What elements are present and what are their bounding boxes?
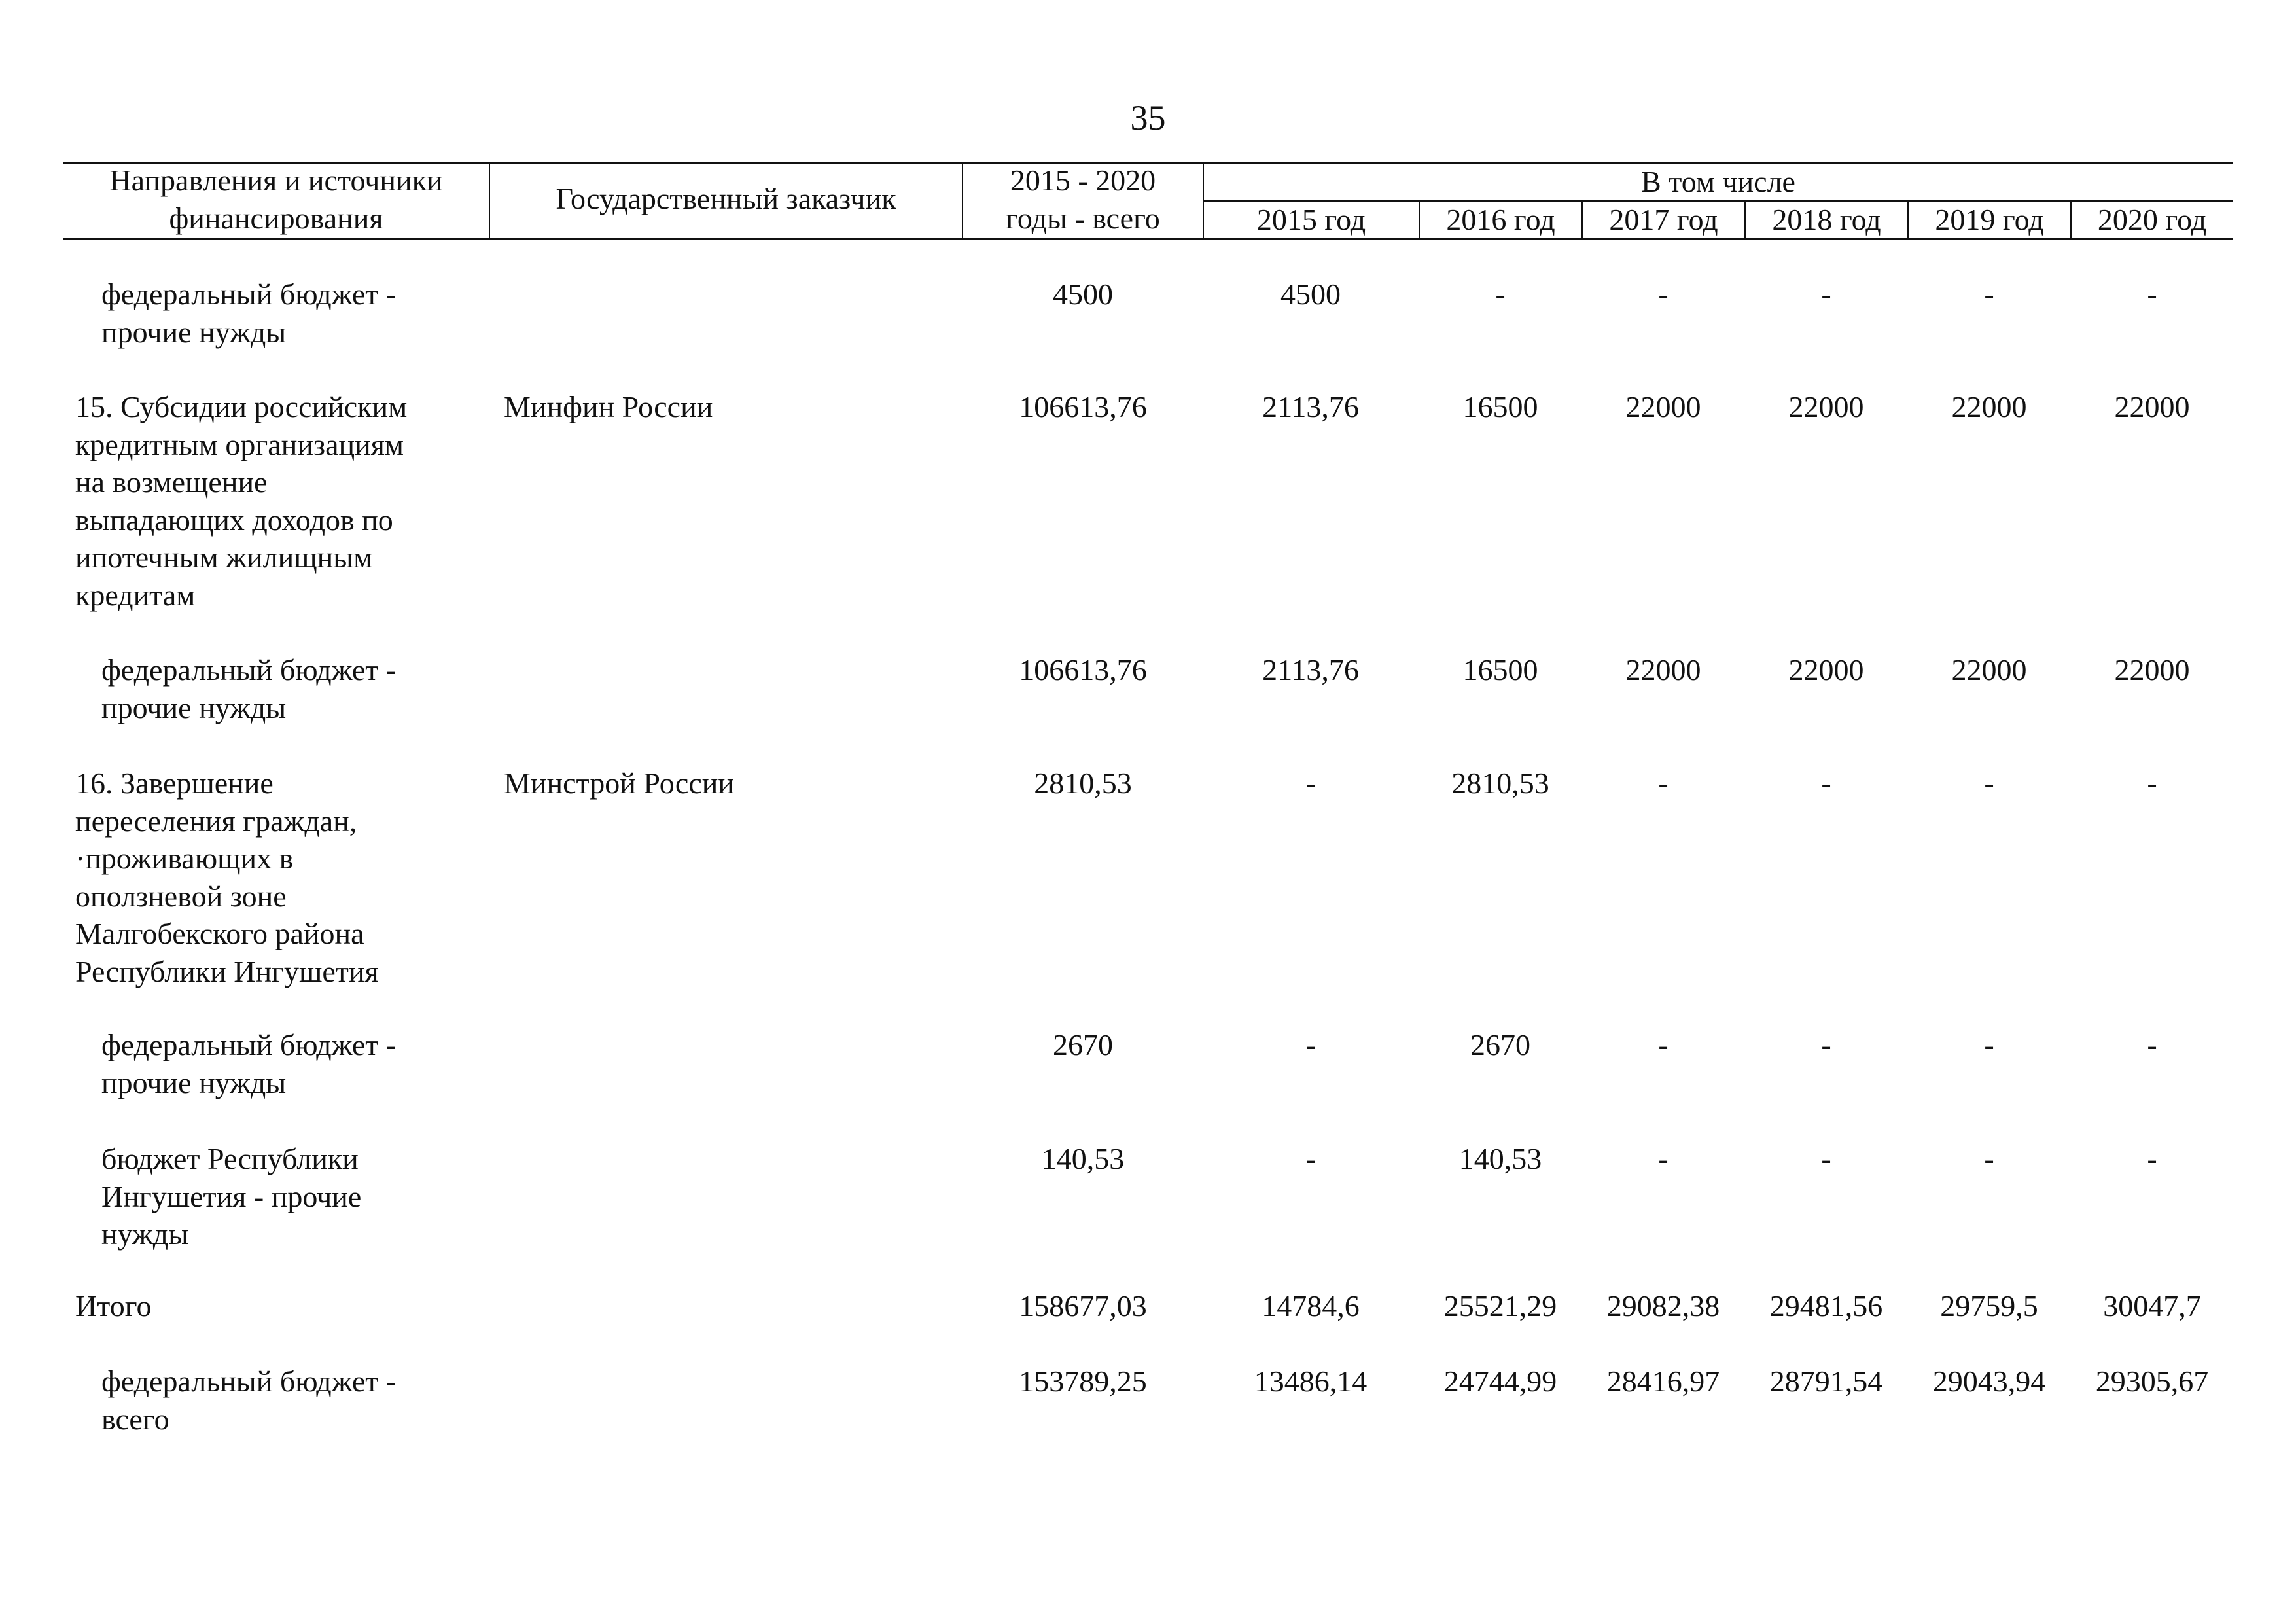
header-year-2017: 2017 год [1609, 203, 1718, 236]
row-total-value: 4500 [1053, 277, 1113, 311]
row-label-line: 15. Субсидии российским [75, 390, 408, 423]
row-label-line: прочие нужды [101, 1065, 287, 1099]
row-year-value: 24744,99 [1443, 1364, 1557, 1398]
row-total-value: 2810,53 [1034, 766, 1132, 800]
row-label-line: оползневой зоне [75, 879, 287, 913]
row-label-line: Ингушетия - прочие [101, 1179, 362, 1213]
row-year-value: - [1984, 1142, 1994, 1175]
row-year-value: 2670 [1470, 1028, 1530, 1061]
row-label-line: Республики Ингушетия [75, 954, 379, 988]
row-year-value: - [1495, 277, 1506, 311]
row-label-line: ипотечным жилищным [75, 541, 373, 574]
row-year-value: - [1984, 766, 1994, 800]
row-year-value: 14784,6 [1262, 1289, 1360, 1323]
row-year-value: 22000 [1951, 390, 2027, 423]
header-year-2020: 2020 год [2097, 203, 2207, 236]
row-year-value: - [1821, 277, 1831, 311]
row-year-value: - [2147, 1028, 2157, 1061]
row-year-value: - [2147, 766, 2157, 800]
header-total-line-2: годы - всего [1006, 202, 1160, 235]
row-year-value: 22000 [1625, 653, 1701, 687]
header-year-2018: 2018 год [1772, 203, 1881, 236]
row-year-value: 28416,97 [1606, 1364, 1720, 1398]
row-year-value: 29082,38 [1606, 1289, 1720, 1323]
row-year-value: 2113,76 [1262, 653, 1359, 687]
row-year-value: 25521,29 [1443, 1289, 1557, 1323]
row-year-value: - [1821, 1028, 1831, 1061]
row-year-value: - [1984, 277, 1994, 311]
row-label-line: федеральный бюджет - [101, 1028, 397, 1061]
row-year-value: - [1984, 1028, 1994, 1061]
row-year-value: - [1658, 1142, 1669, 1175]
row-year-value: - [2147, 1142, 2157, 1175]
row-total-value: 106613,76 [1019, 390, 1147, 423]
header-direction-line-2: финансирования [169, 202, 383, 235]
row-year-value: - [1305, 766, 1316, 800]
row-label-line: ·проживающих в [75, 842, 294, 875]
row-customer: Минстрой России [504, 766, 734, 800]
row-label-line: переселения граждан, [75, 804, 357, 838]
row-label-line: кредитам [75, 578, 196, 612]
row-label-line: федеральный бюджет - [101, 277, 397, 311]
row-label-line: кредитным организациям [75, 427, 404, 461]
page-number: 35 [1130, 98, 1166, 137]
row-label-line: всего [101, 1402, 169, 1436]
row-year-value: - [1658, 1028, 1669, 1061]
header-direction-line-1: Направления и источники [109, 164, 443, 197]
row-label-line: прочие нужды [101, 690, 287, 724]
row-label-line: Итого [75, 1289, 152, 1323]
row-year-value: - [1821, 766, 1831, 800]
row-year-value: - [1658, 277, 1669, 311]
row-label-line: прочие нужды [101, 315, 287, 349]
row-year-value: 2810,53 [1451, 766, 1549, 800]
row-year-value: - [1305, 1028, 1316, 1061]
row-label-line: Малгобекского района [75, 917, 364, 950]
header-including: В том числе [1641, 165, 1795, 198]
row-year-value: 2113,76 [1262, 390, 1359, 423]
row-year-value: - [1821, 1142, 1831, 1175]
row-year-value: 16500 [1462, 390, 1538, 423]
row-year-value: 22000 [1625, 390, 1701, 423]
header-year-2016: 2016 год [1446, 203, 1555, 236]
row-year-value: 29481,56 [1769, 1289, 1883, 1323]
row-total-value: 106613,76 [1019, 653, 1147, 687]
header-year-2019: 2019 год [1935, 203, 2044, 236]
row-label-line: на возмещение [75, 465, 268, 499]
row-year-value: 140,53 [1458, 1142, 1542, 1175]
row-total-value: 158677,03 [1019, 1289, 1147, 1323]
row-year-value: 29759,5 [1940, 1289, 2038, 1323]
row-year-value: 22000 [1951, 653, 2027, 687]
row-total-value: 2670 [1053, 1028, 1113, 1061]
row-label-line: федеральный бюджет - [101, 1364, 397, 1398]
row-customer: Минфин России [504, 390, 713, 423]
row-label-line: 16. Завершение [75, 766, 274, 800]
row-year-value: 28791,54 [1769, 1364, 1883, 1398]
row-year-value: 22000 [2114, 653, 2190, 687]
row-year-value: 22000 [1788, 390, 1864, 423]
header-customer: Государственный заказчик [556, 182, 896, 215]
row-year-value: 22000 [1788, 653, 1864, 687]
row-label-line: нужды [101, 1217, 189, 1251]
row-year-value: - [2147, 277, 2157, 311]
row-year-value: - [1305, 1142, 1316, 1175]
row-year-value: 30047,7 [2103, 1289, 2201, 1323]
row-year-value: - [1658, 766, 1669, 800]
row-year-value: 4500 [1280, 277, 1341, 311]
row-year-value: 16500 [1462, 653, 1538, 687]
row-year-value: 22000 [2114, 390, 2190, 423]
row-year-value: 13486,14 [1254, 1364, 1368, 1398]
row-label-line: федеральный бюджет - [101, 653, 397, 687]
row-year-value: 29305,67 [2095, 1364, 2209, 1398]
row-total-value: 140,53 [1041, 1142, 1125, 1175]
row-label-line: выпадающих доходов по [75, 503, 393, 537]
header-total-line-1: 2015 - 2020 [1010, 164, 1156, 197]
row-label-line: бюджет Республики [101, 1142, 359, 1175]
row-year-value: 29043,94 [1932, 1364, 2046, 1398]
row-total-value: 153789,25 [1019, 1364, 1147, 1398]
header-year-2015: 2015 год [1256, 203, 1366, 236]
